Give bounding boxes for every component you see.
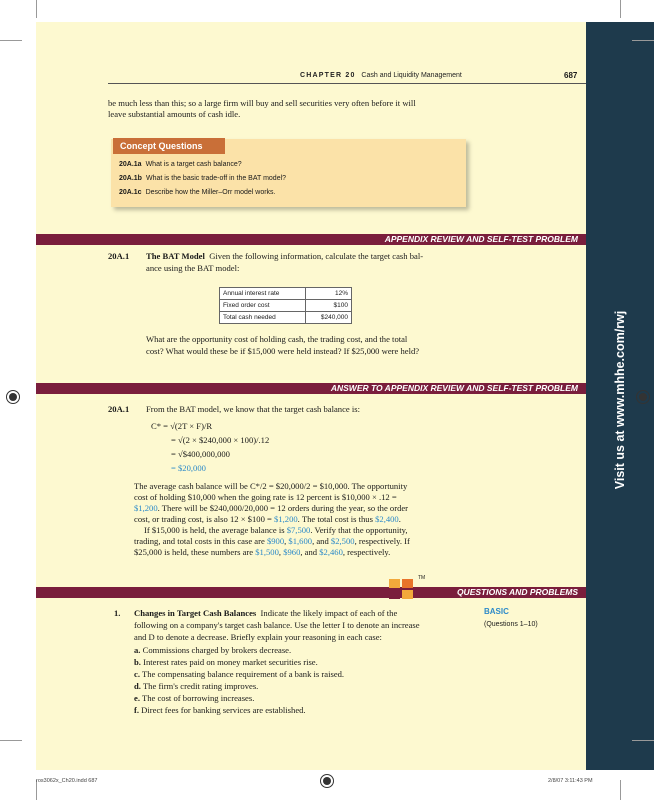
list-item: f. Direct fees for banking services are established.	[134, 705, 306, 715]
questions-band: QUESTIONS AND PROBLEMS	[36, 587, 586, 598]
concept-questions-title: Concept Questions	[113, 138, 225, 154]
answer-band: ANSWER TO APPENDIX REVIEW AND SELF-TEST PROBLEM	[36, 383, 586, 394]
answer-number: 20A.1	[108, 404, 130, 414]
list-item: b. Interest rates paid on money market securities rise.	[134, 657, 318, 667]
problem-line-1: The BAT Model Given the following information, calculate the target cash bal-	[146, 251, 424, 261]
highlighted-value: $1,600	[288, 536, 313, 546]
given-data-table	[219, 287, 352, 324]
text-segment: , respectively. If	[354, 536, 410, 546]
question-line-1: Changes in Target Cash Balances Indicate the likely impact of each of the	[134, 608, 398, 618]
text-segment: $25,000 is held, these numbers are	[134, 547, 256, 557]
answer-intro: From the BAT model, we know that the target cash balance is:	[146, 404, 360, 414]
text-segment: cost, or trading cost, is also 12 × $100 =	[134, 514, 275, 524]
highlighted-value: $900	[266, 536, 285, 546]
highlighted-value: $2,460	[319, 547, 343, 557]
text-segment: .	[398, 514, 401, 524]
problem-after-1: What are the opportunity cost of holding cash, the trading cost, and the total	[146, 334, 408, 344]
highlighted-value: $960	[283, 547, 301, 557]
answer-paragraph-line	[134, 547, 479, 558]
crop-mark	[0, 740, 22, 741]
review-band: APPENDIX REVIEW AND SELF-TEST PROBLEM	[36, 234, 586, 245]
answer-paragraph-line	[134, 481, 479, 492]
text-segment: If $15,000 is held, the average balance is	[144, 525, 287, 535]
answer-paragraph-line	[134, 536, 479, 547]
text-segment: ,	[278, 547, 284, 557]
concept-question-item: 20A.1a What is a target cash balance?	[119, 161, 242, 168]
question-number: 1.	[114, 608, 121, 618]
answer-paragraph-line	[134, 525, 479, 536]
side-tab-text: Visit us at www.mhhe.com/rwj	[613, 310, 627, 490]
list-item: c. The compensating balance requirement of a bank is raised.	[134, 669, 345, 679]
table-row: Fixed order cost $100	[220, 300, 352, 312]
text-segment: , and	[312, 536, 331, 546]
page-number: 687	[564, 71, 578, 80]
formula-line-2: = √(2 × $240,000 × 100)/.12	[171, 435, 270, 445]
list-item: a. Commissions charged by brokers decrease.	[134, 645, 292, 655]
header-rule	[108, 83, 586, 84]
answer-paragraph-line	[134, 503, 479, 514]
text-segment: , and	[300, 547, 320, 557]
highlighted-value: $1,200	[134, 503, 158, 513]
text-segment: cost of holding $10,000 when the going rate is 12 percent is $10,000 × .12 =	[134, 492, 397, 502]
crop-mark	[632, 40, 654, 41]
highlighted-value: $2,500	[330, 536, 355, 546]
text-segment: ,	[284, 536, 289, 546]
text-segment: The average cash balance will be C*/2 = $20,000/2 = $10,000. The opportunity	[134, 481, 408, 491]
list-item: d. The firm's credit rating improves.	[134, 681, 259, 691]
running-head	[300, 72, 462, 79]
highlighted-value: $1,200	[274, 514, 298, 524]
list-item: e. The cost of borrowing increases.	[134, 693, 255, 703]
registration-mark-icon	[6, 390, 20, 404]
question-line-3: and D to denote a decrease. Briefly explain your reasoning in each case:	[134, 632, 382, 642]
table-row: Total cash needed $240,000	[220, 312, 352, 324]
text-segment: , respectively.	[342, 547, 391, 557]
highlighted-value: $1,500	[255, 547, 279, 557]
answer-paragraph-line	[134, 492, 479, 503]
answer-paragraph	[134, 481, 479, 558]
question-range: (Questions 1–10)	[484, 621, 538, 628]
registration-mark-icon	[636, 390, 650, 404]
concept-question-item: 20A.1b What is the basic trade-off in the BAT model?	[119, 175, 287, 182]
highlighted-value: . There will be $240,000/20,000 = 12 orders during the year, so the order	[157, 503, 409, 513]
concept-question-item: 20A.1c Describe how the Miller–Orr model works.	[119, 189, 276, 196]
text-segment: . Verify that the opportunity,	[310, 525, 408, 535]
answer-paragraph-line	[134, 514, 479, 525]
difficulty-label: BASIC	[484, 607, 509, 616]
problem-line-2: ance using the BAT model:	[146, 263, 240, 273]
crop-mark	[632, 740, 654, 741]
crop-mark	[0, 40, 22, 41]
footer-file: ros3062x_Ch20.indd 687	[36, 778, 98, 784]
footer-timestamp: 2/8/07 3:11:43 PM	[548, 778, 593, 784]
crop-mark	[620, 0, 621, 18]
highlighted-value: $2,400	[375, 514, 399, 524]
crop-mark	[36, 0, 37, 18]
formula-result: = $20,000	[171, 463, 206, 473]
highlighted-value: $7,500	[286, 525, 311, 535]
publisher-logo-icon	[389, 579, 415, 599]
intro-line-1: be much less than this; so a large firm will buy and sell securities very often before it will	[108, 98, 416, 108]
table-row: Annual interest rate 12%	[220, 288, 352, 300]
intro-line-2: leave substantial amounts of cash idle.	[108, 109, 241, 119]
formula-line-1: C* = √(2T × F)/R	[151, 421, 213, 431]
registration-mark-icon	[320, 774, 334, 788]
problem-after-2: cost? What would these be if $15,000 were held instead? If $25,000 were held?	[146, 346, 420, 356]
chapter-label: CHAPTER 20	[300, 72, 356, 79]
problem-number: 20A.1	[108, 251, 130, 261]
chapter-title: Cash and Liquidity Management	[361, 72, 462, 79]
text-segment: . The total cost is thus	[297, 514, 376, 524]
formula-line-3: = √$400,000,000	[171, 449, 230, 459]
question-line-2: following on a company's target cash balance. Use the letter I to denote an increase	[134, 620, 420, 630]
crop-mark	[620, 780, 621, 800]
text-segment: trading, and total costs in this case are	[134, 536, 267, 546]
trademark-label: TM	[418, 575, 426, 581]
